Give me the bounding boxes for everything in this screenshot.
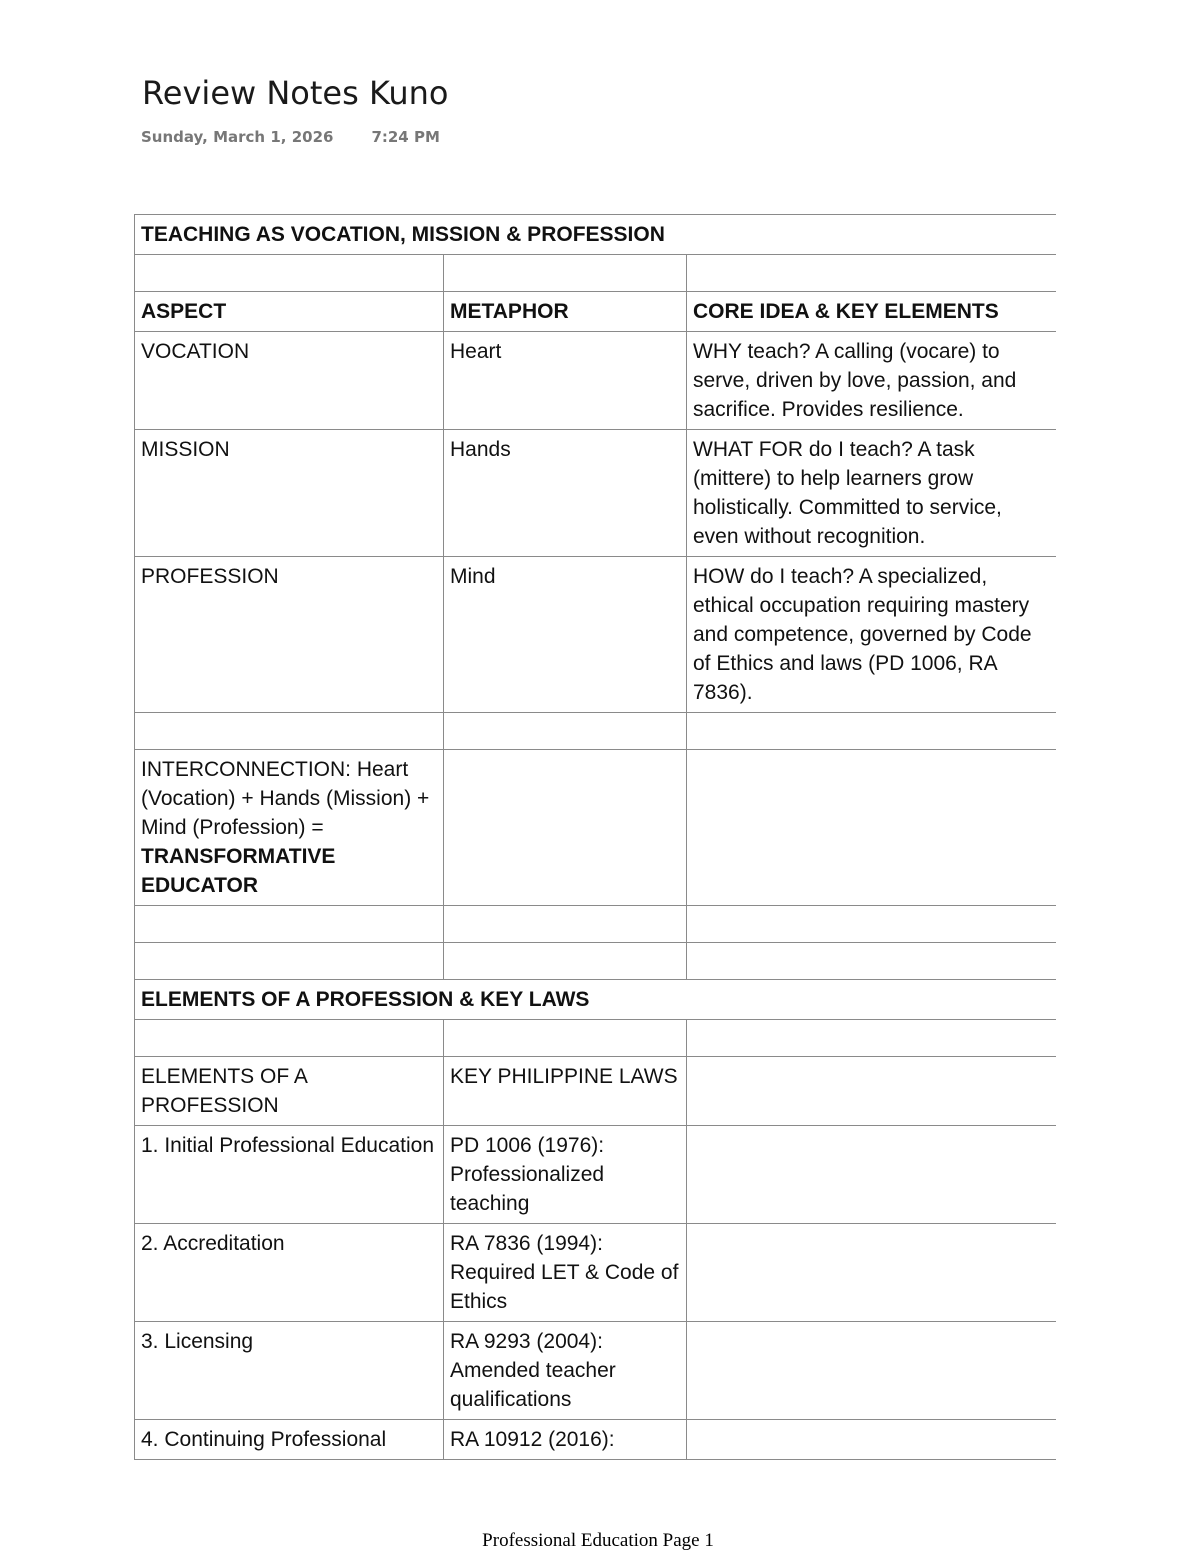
table-row <box>135 255 1057 292</box>
table-cell[interactable]: VOCATION <box>135 332 444 430</box>
table-row <box>135 713 1057 750</box>
table-row <box>135 943 1057 980</box>
table-row <box>135 906 1057 943</box>
interconnection-result: TRANSFORMATIVE EDUCATOR <box>141 845 336 897</box>
table-cell[interactable] <box>444 750 687 906</box>
table-cell[interactable] <box>135 255 444 292</box>
table-cell[interactable]: RA 10912 (2016): <box>444 1420 687 1460</box>
table-cell[interactable] <box>444 906 687 943</box>
column-header[interactable]: METAPHOR <box>444 292 687 332</box>
table-cell[interactable] <box>687 1020 1057 1057</box>
table-row <box>135 332 1057 430</box>
table-cell[interactable] <box>687 255 1057 292</box>
table-cell[interactable]: WHY teach? A calling (vocare) to serve, driven by love, passion, and sacrifice. Provides resilience. <box>687 332 1057 430</box>
table-cell[interactable] <box>135 713 444 750</box>
table-cell[interactable]: PROFESSION <box>135 557 444 713</box>
footer-text: Professional Education Page 1 <box>482 1530 714 1551</box>
table-cell[interactable] <box>444 713 687 750</box>
table-cell[interactable]: RA 9293 (2004): Amended teacher qualifications <box>444 1322 687 1420</box>
column-header[interactable]: KEY PHILIPPINE LAWS <box>444 1057 687 1126</box>
table-cell[interactable] <box>444 1020 687 1057</box>
table-cell[interactable]: RA 7836 (1994): Required LET & Code of Ethics <box>444 1224 687 1322</box>
page-time: 7:24 PM <box>371 128 440 146</box>
table-cell[interactable]: WHAT FOR do I teach? A task (mittere) to help learners grow holistically. Committed to service, even without recognition. <box>687 430 1057 557</box>
table-row <box>135 750 1057 906</box>
table-cell[interactable]: 2. Accreditation <box>135 1224 444 1322</box>
table-row <box>135 1020 1057 1057</box>
table-cell[interactable]: 3. Licensing <box>135 1322 444 1420</box>
page-title: Review Notes Kuno <box>142 74 449 112</box>
notes-table-container <box>134 214 1056 1470</box>
page-date: Sunday, March 1, 2026 <box>141 128 334 146</box>
table-cell[interactable] <box>687 713 1057 750</box>
table-cell[interactable]: 4. Continuing Professional <box>135 1420 444 1460</box>
table-cell[interactable] <box>135 906 444 943</box>
table-cell[interactable]: Hands <box>444 430 687 557</box>
table-cell[interactable] <box>444 255 687 292</box>
table-cell[interactable] <box>687 1126 1057 1224</box>
notes-table[interactable] <box>134 214 1056 1460</box>
column-header[interactable] <box>687 1057 1057 1126</box>
table-cell[interactable]: MISSION <box>135 430 444 557</box>
table-row <box>135 1322 1057 1420</box>
interconnection-cell[interactable] <box>135 750 444 906</box>
table-cell[interactable]: 1. Initial Professional Education <box>135 1126 444 1224</box>
table-cell[interactable]: HOW do I teach? A specialized, ethical occupation requiring mastery and competence, governed by Code of Ethics and laws (PD 1006, RA 7836). <box>687 557 1057 713</box>
table-row <box>135 1126 1057 1224</box>
column-header[interactable]: ASPECT <box>135 292 444 332</box>
table-cell[interactable] <box>135 1020 444 1057</box>
table-cell[interactable]: PD 1006 (1976): Professionalized teaching <box>444 1126 687 1224</box>
table-row <box>135 430 1057 557</box>
table-cell[interactable] <box>444 943 687 980</box>
table-cell[interactable]: Heart <box>444 332 687 430</box>
table-cell[interactable] <box>135 943 444 980</box>
table-cell[interactable] <box>687 750 1057 906</box>
table-cell[interactable] <box>687 943 1057 980</box>
table-row <box>135 1057 1057 1126</box>
section-heading[interactable]: ELEMENTS OF A PROFESSION & KEY LAWS <box>135 980 1057 1020</box>
table-row <box>135 1420 1057 1460</box>
table-cell[interactable] <box>687 906 1057 943</box>
page-timestamp <box>141 128 440 146</box>
table-cell[interactable] <box>687 1322 1057 1420</box>
column-header[interactable]: CORE IDEA & KEY ELEMENTS <box>687 292 1057 332</box>
table-cell[interactable] <box>687 1420 1057 1460</box>
table-row <box>135 557 1057 713</box>
table-row <box>135 1224 1057 1322</box>
column-header[interactable]: ELEMENTS OF A PROFESSION <box>135 1057 444 1126</box>
interconnection-text: INTERCONNECTION: Heart (Vocation) + Hands (Mission) + Mind (Profession) = <box>141 758 430 839</box>
table-row <box>135 292 1057 332</box>
page-footer <box>0 1530 1200 1552</box>
table-cell[interactable] <box>687 1224 1057 1322</box>
table-row <box>135 215 1057 255</box>
section-heading[interactable]: TEACHING AS VOCATION, MISSION & PROFESSION <box>135 215 1057 255</box>
table-row <box>135 980 1057 1020</box>
table-cell[interactable]: Mind <box>444 557 687 713</box>
